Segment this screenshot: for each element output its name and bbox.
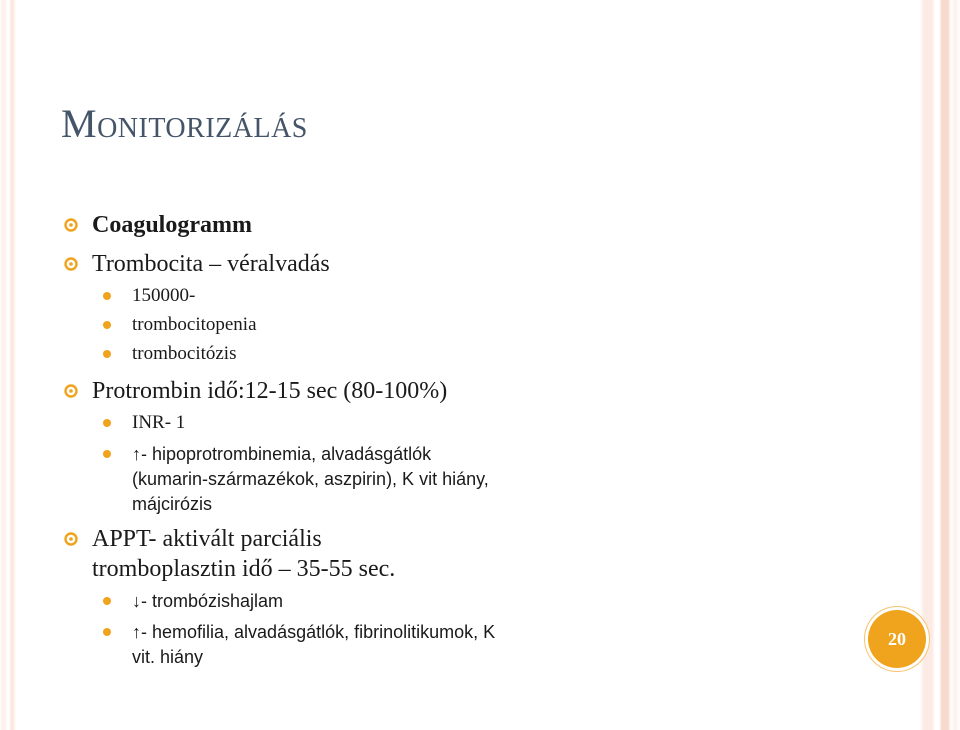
bullet-dot-icon [103, 350, 111, 358]
list-item-hipoprotrombinemia-line1: ↑- hipoprotrombinemia, alvadásgátlók [132, 444, 432, 464]
list-item-protrombin: Protrombin idő:12-15 sec (80-100%) [92, 378, 448, 404]
list-item-appt-line2: tromboplasztin idő – 35-55 sec. [92, 556, 396, 582]
bullet-dot-icon [103, 292, 111, 300]
bullet-dot-icon [103, 321, 111, 329]
page-number-badge [868, 610, 926, 668]
bullet-icon [64, 532, 78, 546]
list-item-hemofilia-line1: ↑- hemofilia, alvadásgátlók, fibrinolitikumok, K [132, 622, 496, 642]
bullet-icon [64, 218, 78, 232]
bullet-icon [64, 257, 78, 271]
list-item-trombocita: Trombocita – véralvadás [92, 251, 330, 277]
page-number: 20 [888, 628, 906, 649]
bullet-dot-icon [103, 628, 111, 636]
slide-title: Monitorizálás [61, 101, 308, 146]
bullet-dot-icon [103, 450, 111, 458]
list-item-hemofilia-line2: vit. hiány [132, 647, 204, 667]
list-item-trombocitozis: trombocitózis [132, 343, 237, 364]
bullet-dot-icon [103, 419, 111, 427]
list-item-hipoprotrombinemia-line2: (kumarin-származékok, aszpirin), K vit hiány, [132, 469, 489, 489]
list-item-150000: 150000- [132, 285, 196, 306]
bullet-dot-icon [103, 597, 111, 605]
list-item-trombocitopenia: trombocitopenia [132, 314, 257, 335]
list-item-coagulogramm: Coagulogramm [92, 212, 252, 238]
list-item-inr: INR- 1 [132, 412, 186, 433]
bullet-icon [64, 384, 78, 398]
list-item-appt-line1: APPT- aktivált parciális [92, 526, 322, 552]
list-item-hipoprotrombinemia-line3: májcirózis [132, 494, 213, 514]
list-item-trombozishajlam: ↓- trombózishajlam [132, 591, 284, 611]
